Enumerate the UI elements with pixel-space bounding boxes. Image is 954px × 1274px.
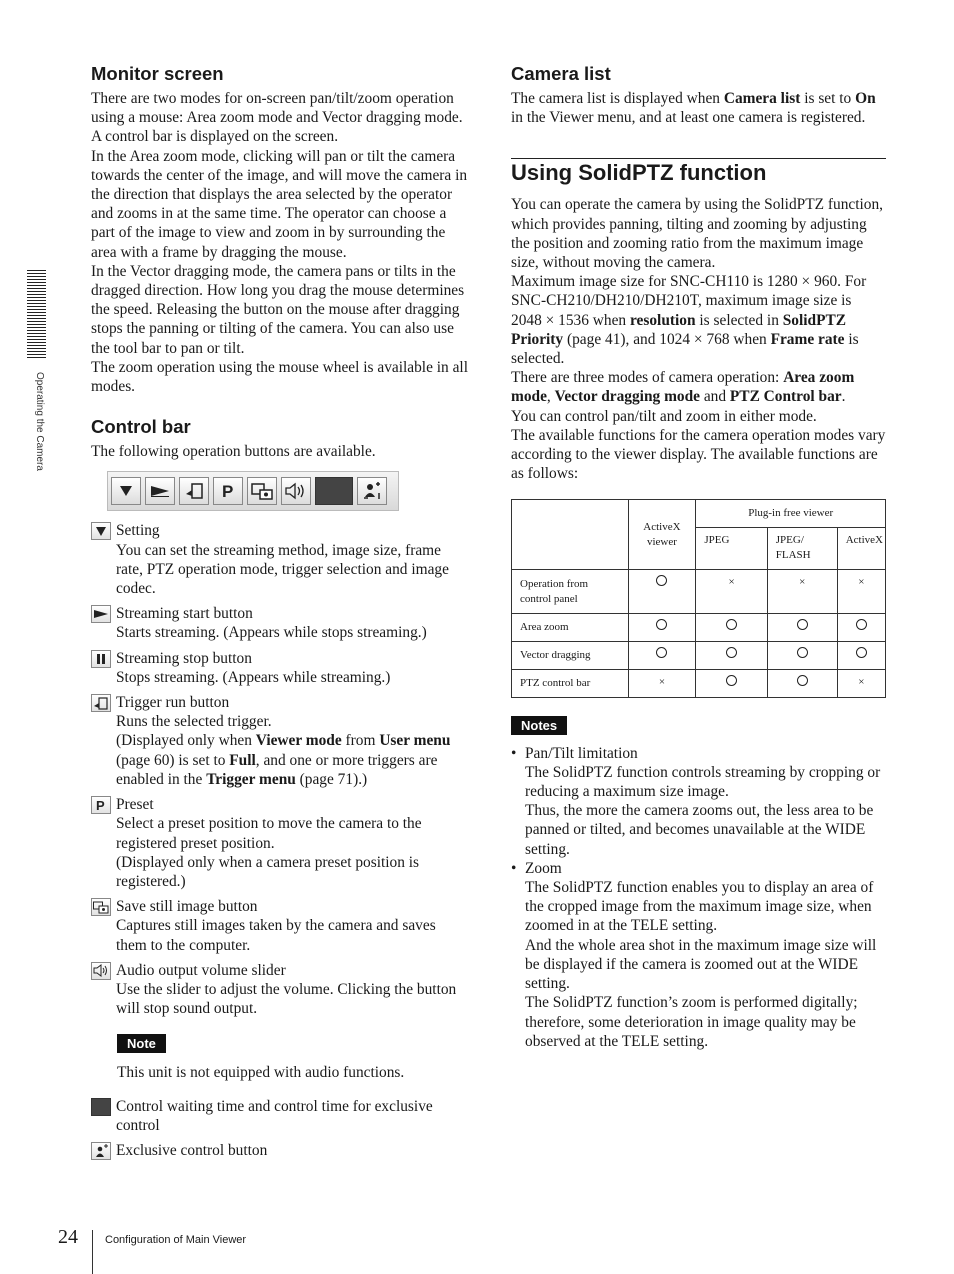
unsupported-cell [628, 670, 696, 698]
preset-title: Preset [116, 796, 154, 814]
speaker-icon [284, 482, 308, 500]
exclusive-control-icon [91, 1142, 111, 1160]
circle-icon [656, 575, 667, 586]
text-run: and [699, 388, 730, 406]
control-waiting-text: Control waiting time and control time for exclusive control [116, 1097, 433, 1134]
bold-term: Trigger menu [206, 770, 296, 788]
circle-icon [726, 647, 737, 658]
col-jpeg-flash: JPEG/ FLASH [767, 528, 837, 570]
cross-mark: × [858, 576, 865, 589]
cross-mark: × [799, 576, 806, 589]
control-bar-toolbar [107, 471, 399, 511]
table-row [512, 642, 886, 670]
col-jpeg: JPEG [696, 528, 767, 570]
triangle-down-icon [91, 522, 111, 540]
streaming-start-button[interactable] [145, 477, 175, 505]
row-label: PTZ control bar [512, 670, 629, 698]
save-still-title: Save still image button [116, 898, 258, 916]
notes-badge: Notes [511, 716, 567, 735]
zoom-para-1: The SolidPTZ function enables you to display an area of the cropped image from the maximum image size, when zoomed in at the TELE setting. [525, 879, 874, 935]
bold-term: Full [229, 751, 256, 769]
supported-cell [837, 614, 885, 642]
notes-list [511, 744, 886, 1051]
audio-note-text: This unit is not equipped with audio functions. [117, 1063, 405, 1081]
save-still-image-button[interactable] [247, 477, 277, 505]
right-column [511, 62, 886, 1051]
audio-title: Audio output volume slider [116, 961, 286, 979]
text-run: is set to [800, 90, 856, 107]
supported-cell [696, 614, 767, 642]
speaker-icon [91, 962, 111, 980]
text-run: from [341, 732, 380, 750]
setting-item [91, 521, 469, 598]
monitor-para-1: There are two modes for on-screen pan/tilt/zoom operation using a mouse: Area zoom mode and Vector dragging mode. A control bar is displayed on the screen. [91, 90, 463, 146]
play-icon [91, 605, 111, 623]
side-section-label: Operating the Camera [34, 372, 45, 471]
cross-mark: × [858, 676, 865, 689]
setting-button[interactable] [111, 477, 141, 505]
triangle-down-icon [119, 485, 133, 497]
solidptz-para-5: The available functions for the camera operation modes vary according to the viewer display. The available functions are as follows: [511, 426, 886, 483]
left-column [91, 62, 469, 1160]
audio-desc: Use the slider to adjust the volume. Clicking the button will stop sound output. [116, 980, 457, 1018]
trigger-run-desc: Runs the selected trigger. [116, 713, 272, 731]
text-run: , and one or more triggers are enabled in the [116, 751, 438, 788]
streaming-stop-title: Streaming stop button [116, 649, 252, 667]
list-item [525, 859, 886, 1051]
bold-term: Viewer mode [255, 732, 342, 750]
trigger-run-condition [116, 731, 469, 789]
solidptz-para-4: You can control pan/tilt and zoom in either mode. [511, 407, 817, 425]
circle-icon [656, 619, 667, 630]
zoom-para-3: The SolidPTZ function’s zoom is performed digitally; therefore, some deterioration in image quality may be observed at the TELE setting. [525, 994, 858, 1050]
bold-term: PTZ Control bar [729, 388, 842, 406]
pan-tilt-para-1: The SolidPTZ function controls streaming by cropping or reducing a maximum size image. [525, 763, 881, 801]
pause-icon [91, 650, 111, 668]
text-run: (page 41), and 1024 × 768 when [563, 330, 771, 348]
supported-cell [696, 642, 767, 670]
text-run: (Displayed only when [116, 732, 256, 750]
bold-term: Camera list [723, 90, 801, 107]
setting-title: Setting [116, 522, 160, 540]
trigger-run-button[interactable] [179, 477, 209, 505]
monitor-para-4: The zoom operation using the mouse wheel is available in all modes. [91, 358, 468, 396]
control-waiting-item [91, 1097, 469, 1135]
table-row [512, 570, 886, 614]
monitor-para-3: In the Vector dragging mode, the camera pans or tilts in the dragged direction. How long you drag the mouse determines the speed. Releasing the button on the mouse after dragging stops the panning or tilting of the camera. You can also use the tool bar to pan or tilt. [91, 262, 465, 357]
bold-term: Vector dragging mode [554, 388, 700, 406]
svg-text:P: P [222, 482, 234, 501]
circle-icon [726, 619, 737, 630]
bold-term: SolidPTZ Priority [511, 311, 847, 348]
zoom-para-2: And the whole area shot in the maximum image size will be displayed if the camera is zoomed out at the WIDE setting. [525, 936, 877, 993]
exclusive-control-item [91, 1141, 469, 1160]
col-activex-viewer: ActiveX viewer [628, 500, 696, 570]
circle-icon [797, 675, 808, 686]
audio-item [91, 961, 469, 1019]
save-still-item [91, 897, 469, 955]
col-activex: ActiveX [837, 528, 885, 570]
footer-section-title: Configuration of Main Viewer [105, 1234, 247, 1246]
text-run: . [841, 388, 846, 406]
supported-cell [628, 614, 696, 642]
trigger-icon [91, 694, 111, 712]
solidptz-heading: Using SolidPTZ function [511, 158, 886, 186]
circle-icon [797, 619, 808, 630]
streaming-start-item [91, 604, 469, 642]
circle-icon [726, 675, 737, 686]
text-run: is selected in [695, 311, 783, 329]
cross-mark: × [658, 676, 666, 689]
control-bar-intro: The following operation buttons are available. [91, 443, 376, 461]
control-bar-heading: Control bar [91, 416, 191, 438]
streaming-start-desc: Starts streaming. (Appears while stops streaming.) [116, 624, 427, 642]
circle-icon [856, 647, 867, 658]
trigger-run-item [91, 693, 469, 789]
page-number: 24 [58, 1226, 78, 1248]
solidptz-para-1: You can operate the camera by using the SolidPTZ function, which provides panning, tilting and zooming by adjusting the position and zooming ratio from the maximum image size, without moving the camera. [511, 196, 884, 272]
unsupported-cell [696, 570, 767, 614]
supported-cell [837, 642, 885, 670]
preset-p-icon [220, 482, 236, 500]
camera-list-para [511, 89, 886, 127]
text-run: (page 71).) [295, 770, 368, 788]
note-badge: Note [117, 1034, 166, 1053]
preset-item [91, 795, 469, 891]
list-item [525, 744, 886, 859]
text-run: is selected. [511, 330, 859, 368]
notes-block [511, 716, 886, 1050]
text-run: , [546, 388, 555, 406]
save-still-desc: Captures still images taken by the camera and saves them to the computer. [116, 917, 436, 954]
table-row [512, 614, 886, 642]
pan-tilt-title: • Pan/Tilt limitation [525, 744, 638, 762]
text-run: (page 60) is set to [116, 751, 230, 769]
footer-divider [92, 1230, 93, 1274]
table-body [512, 570, 886, 698]
bold-term: resolution [629, 311, 696, 329]
unsupported-cell [837, 570, 885, 614]
text-run: in the Viewer menu, and at least one camera is registered. [511, 109, 866, 127]
supported-cell [767, 670, 837, 698]
zoom-title: • Zoom [525, 859, 562, 877]
camera-list-heading: Camera list [511, 63, 611, 84]
audio-note-block [117, 1034, 469, 1081]
trigger-icon [184, 482, 204, 500]
text-run: The camera list is displayed when [511, 90, 724, 107]
setting-desc: You can set the streaming method, image size, frame rate, PTZ operation mode, trigger selection and image codec. [116, 541, 449, 598]
table-row [512, 670, 886, 698]
control-waiting-time-display [315, 477, 353, 505]
row-label: Area zoom [512, 614, 629, 642]
bold-term: Area zoom mode [511, 369, 855, 406]
streaming-stop-desc: Stops streaming. (Appears while streaming.) [116, 668, 391, 686]
operation-modes-table [511, 499, 886, 698]
col-plugin-free-viewer: Plug-in free viewer [696, 500, 886, 528]
bold-term: User menu [379, 732, 451, 750]
camera-save-icon [251, 482, 273, 500]
camera-save-icon [91, 898, 111, 916]
pan-tilt-para-2: Thus, the more the camera zooms out, the less area to be panned or tilted, and becomes unavailable at the WIDE setting. [525, 802, 874, 858]
svg-text:P: P [96, 798, 105, 813]
streaming-start-title: Streaming start button [116, 605, 253, 623]
supported-cell [628, 570, 696, 614]
solidptz-para-3 [511, 368, 886, 406]
supported-cell [767, 642, 837, 670]
play-icon [150, 484, 170, 498]
bold-term: On [855, 90, 876, 107]
preset-desc-2: (Displayed only when a camera preset position is registered.) [116, 853, 420, 890]
side-tab-marker [27, 270, 46, 358]
trigger-run-title: Trigger run button [116, 694, 230, 712]
text-run: There are three modes of camera operation: [511, 369, 784, 387]
exclusive-control-icon [361, 481, 383, 501]
unsupported-cell [767, 570, 837, 614]
supported-cell [767, 614, 837, 642]
row-label: Vector dragging [512, 642, 629, 670]
row-label: Operation from control panel [512, 570, 629, 614]
preset-p-icon [91, 796, 111, 814]
cross-mark: × [728, 576, 735, 589]
preset-desc: Select a preset position to move the camera to the registered preset position. [116, 815, 422, 852]
audio-volume-button[interactable] [281, 477, 311, 505]
supported-cell [696, 670, 767, 698]
circle-icon [856, 619, 867, 630]
monitor-screen-heading: Monitor screen [91, 63, 224, 84]
supported-cell [628, 642, 696, 670]
circle-icon [797, 647, 808, 658]
streaming-stop-item [91, 649, 469, 687]
table-corner-cell [512, 500, 629, 570]
waiting-time-icon [91, 1098, 111, 1116]
text-run: Maximum image size for SNC-CH110 is 1280 × 960. For SNC-CH210/DH210/DH210T, maximum image size is 2048 × 1536 when [511, 273, 867, 329]
circle-icon [656, 647, 667, 658]
solidptz-para-2 [511, 272, 886, 368]
bold-term: Frame rate [770, 330, 845, 348]
exclusive-control-button[interactable] [357, 477, 387, 505]
preset-button[interactable] [213, 477, 243, 505]
monitor-para-2: In the Area zoom mode, clicking will pan or tilt the camera towards the center of the image, and will move the camera in the direction that displays the area selected by the operator and zooms in at the same time. The operator can choose a part of the image to view and zoom in by surrounding the area with a frame by dragging the mouse. [91, 147, 468, 261]
exclusive-control-text: Exclusive control button [116, 1142, 268, 1160]
unsupported-cell [837, 670, 885, 698]
